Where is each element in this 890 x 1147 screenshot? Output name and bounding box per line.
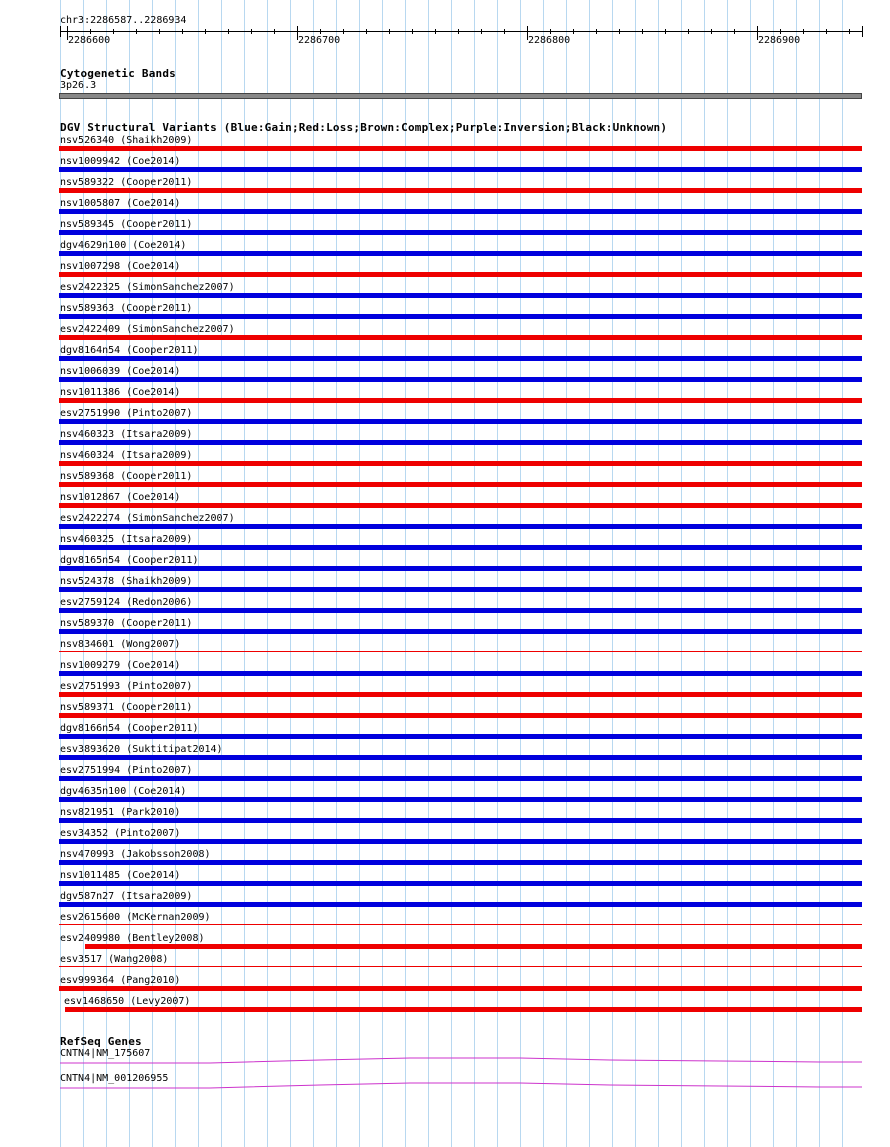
variant-label[interactable]: esv999364 (Pang2010) (60, 975, 181, 986)
variant-label[interactable]: nsv589322 (Cooper2011) (60, 177, 193, 188)
variant-bar-gain[interactable] (59, 566, 862, 571)
variant-bar-gain[interactable] (59, 440, 862, 445)
variant-label[interactable]: esv2751994 (Pinto2007) (60, 765, 193, 776)
variant-label[interactable]: nsv524378 (Shaikh2009) (60, 576, 193, 587)
variant-bar-loss[interactable] (59, 188, 862, 193)
cytoband-bar[interactable] (59, 93, 862, 99)
variant-bar-loss[interactable] (59, 398, 862, 403)
variant-bar-gain[interactable] (59, 755, 862, 760)
variant-label[interactable]: nsv589371 (Cooper2011) (60, 702, 193, 713)
gene-model[interactable] (0, 1081, 890, 1093)
variant-bar-loss[interactable] (59, 713, 862, 718)
ruler-tick-label: 2286900 (758, 35, 801, 46)
variant-label[interactable]: esv2759124 (Redon2006) (60, 597, 193, 608)
variant-bar-gain[interactable] (59, 902, 862, 907)
cytoband-track-title: Cytogenetic Bands (60, 67, 176, 80)
variant-bar-gain[interactable] (59, 881, 862, 886)
variant-label[interactable]: esv3893620 (Suktitipat2014) (60, 744, 223, 755)
variant-label[interactable]: nsv1005807 (Coe2014) (60, 198, 181, 209)
coordinate-ruler[interactable] (0, 26, 890, 48)
variant-label[interactable]: nsv821951 (Park2010) (60, 807, 181, 818)
variant-bar-gain[interactable] (59, 839, 862, 844)
variant-bar-loss[interactable] (59, 335, 862, 340)
variant-label[interactable]: nsv1009279 (Coe2014) (60, 660, 181, 671)
variant-label[interactable]: dgv8164n54 (Cooper2011) (60, 345, 199, 356)
ruler-tick-label: 2286600 (68, 35, 111, 46)
variant-bar-gain[interactable] (59, 818, 862, 823)
variant-bar-gain[interactable] (59, 524, 862, 529)
variant-bar-gain[interactable] (59, 293, 862, 298)
variant-label[interactable]: nsv460323 (Itsara2009) (60, 429, 193, 440)
variant-label[interactable]: nsv1006039 (Coe2014) (60, 366, 181, 377)
variant-bar-loss[interactable] (59, 651, 862, 652)
ruler-tick-label: 2286700 (298, 35, 341, 46)
variant-label[interactable]: nsv1011485 (Coe2014) (60, 870, 181, 881)
variant-label[interactable]: nsv460325 (Itsara2009) (60, 534, 193, 545)
variant-label[interactable]: nsv1007298 (Coe2014) (60, 261, 181, 272)
gene-label[interactable]: CNTN4|NM_175607 (60, 1048, 151, 1059)
variant-bar-gain[interactable] (59, 608, 862, 613)
variant-bar-loss[interactable] (59, 482, 862, 487)
variant-label[interactable]: dgv587n27 (Itsara2009) (60, 891, 193, 902)
ruler-range-label: chr3:2286587..2286934 (60, 15, 187, 26)
variant-label[interactable]: nsv589363 (Cooper2011) (60, 303, 193, 314)
gene-model[interactable] (0, 1056, 890, 1068)
variant-bar-gain[interactable] (59, 314, 862, 319)
variant-label[interactable]: nsv589368 (Cooper2011) (60, 471, 193, 482)
variant-label[interactable]: dgv8165n54 (Cooper2011) (60, 555, 199, 566)
variant-bar-gain[interactable] (59, 734, 862, 739)
variant-bar-gain[interactable] (59, 251, 862, 256)
variant-bar-loss[interactable] (59, 146, 862, 151)
variant-bar-gain[interactable] (59, 671, 862, 676)
variant-label[interactable]: esv2409980 (Bentley2008) (60, 933, 205, 944)
variant-bar-gain[interactable] (59, 377, 862, 382)
variant-label[interactable]: nsv1012867 (Coe2014) (60, 492, 181, 503)
variant-label[interactable]: dgv8166n54 (Cooper2011) (60, 723, 199, 734)
variant-label[interactable]: nsv470993 (Jakobsson2008) (60, 849, 211, 860)
variant-bar-gain[interactable] (59, 167, 862, 172)
refseq-track-title: RefSeq Genes (60, 1035, 142, 1048)
variant-bar-gain[interactable] (59, 419, 862, 424)
variant-label[interactable]: esv2751990 (Pinto2007) (60, 408, 193, 419)
variant-label[interactable]: esv3517 (Wang2008) (60, 954, 169, 965)
variant-bar-gain[interactable] (59, 797, 862, 802)
variant-bar-loss[interactable] (59, 924, 862, 925)
ruler-tick-label: 2286800 (528, 35, 571, 46)
variant-bar-loss[interactable] (59, 966, 862, 967)
variant-bar-loss[interactable] (65, 1007, 862, 1012)
variant-label[interactable]: esv2422274 (SimonSanchez2007) (60, 513, 235, 524)
variant-label[interactable]: dgv4635n100 (Coe2014) (60, 786, 187, 797)
variant-bar-gain[interactable] (59, 545, 862, 550)
gene-line (60, 1058, 862, 1063)
variant-label[interactable]: nsv460324 (Itsara2009) (60, 450, 193, 461)
variant-bar-loss[interactable] (59, 272, 862, 277)
variant-bar-gain[interactable] (59, 230, 862, 235)
variant-bar-gain[interactable] (59, 356, 862, 361)
variant-label[interactable]: nsv1009942 (Coe2014) (60, 156, 181, 167)
variant-label[interactable]: esv1468650 (Levy2007) (64, 996, 191, 1007)
variant-bar-loss[interactable] (85, 944, 862, 949)
variant-bar-gain[interactable] (59, 629, 862, 634)
gene-line (60, 1083, 862, 1088)
variant-bar-gain[interactable] (59, 587, 862, 592)
variant-label[interactable]: esv2615600 (McKernan2009) (60, 912, 211, 923)
variant-label[interactable]: nsv589345 (Cooper2011) (60, 219, 193, 230)
variant-bar-gain[interactable] (59, 776, 862, 781)
variant-label[interactable]: dgv4629n100 (Coe2014) (60, 240, 187, 251)
variant-label[interactable]: esv2422325 (SimonSanchez2007) (60, 282, 235, 293)
variant-label[interactable]: esv34352 (Pinto2007) (60, 828, 181, 839)
variant-bar-gain[interactable] (59, 860, 862, 865)
variant-label[interactable]: nsv1011386 (Coe2014) (60, 387, 181, 398)
variant-label[interactable]: nsv526340 (Shaikh2009) (60, 135, 193, 146)
variant-label[interactable]: esv2751993 (Pinto2007) (60, 681, 193, 692)
variant-label[interactable]: esv2422409 (SimonSanchez2007) (60, 324, 235, 335)
variant-bar-loss[interactable] (59, 503, 862, 508)
gene-label[interactable]: CNTN4|NM_001206955 (60, 1073, 169, 1084)
cytoband-label: 3p26.3 (60, 80, 97, 91)
variant-bar-gain[interactable] (59, 209, 862, 214)
variant-bar-loss[interactable] (59, 461, 862, 466)
variant-label[interactable]: nsv834601 (Wong2007) (60, 639, 181, 650)
dgv-track-title: DGV Structural Variants (Blue:Gain;Red:Loss;Brown:Complex;Purple:Inversion;Black:Unknown) (60, 121, 668, 134)
variant-bar-loss[interactable] (59, 986, 862, 991)
variant-label[interactable]: nsv589370 (Cooper2011) (60, 618, 193, 629)
variant-bar-loss[interactable] (59, 692, 862, 697)
